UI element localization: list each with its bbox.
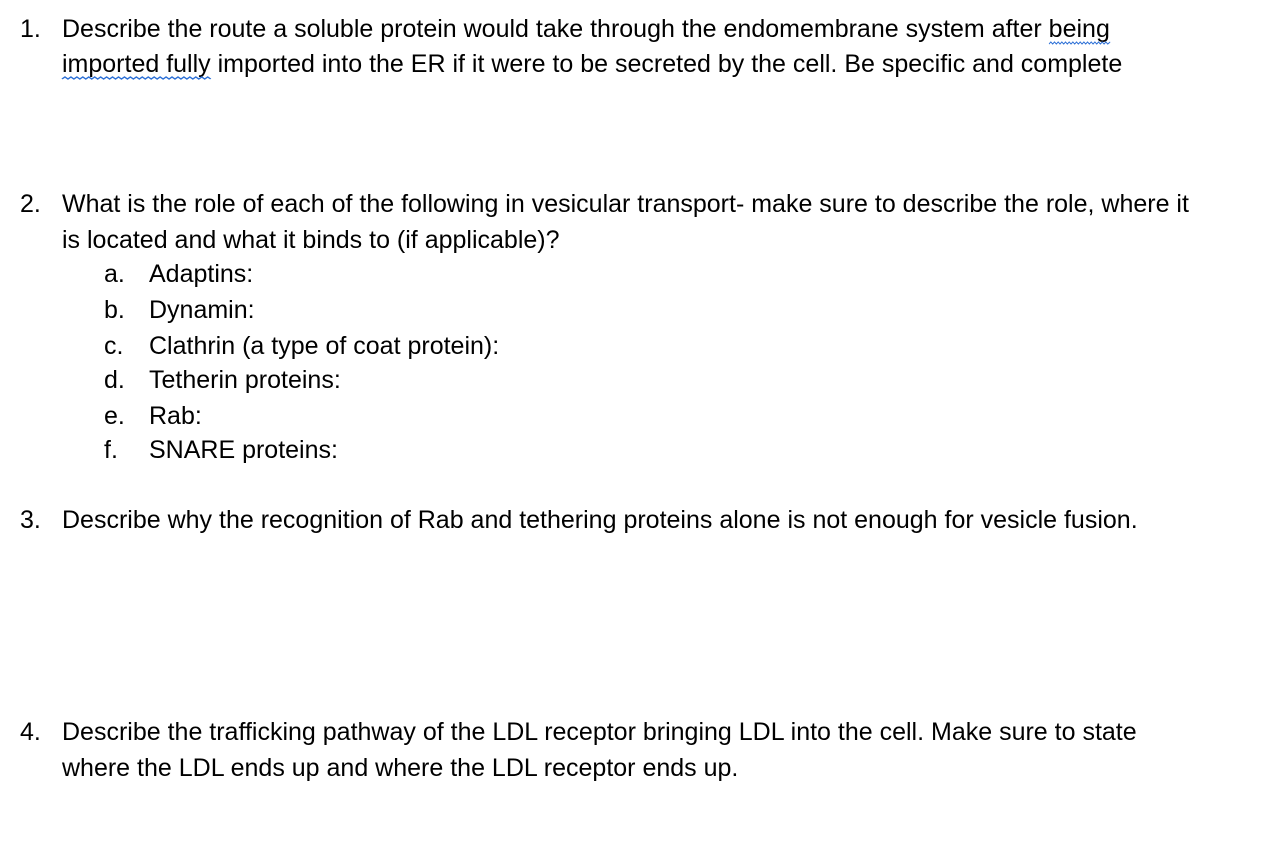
- spellcheck-flagged-phrase[interactable]: [62, 50, 211, 78]
- question-text-line: [62, 12, 1110, 46]
- list-item-letter: d.: [104, 366, 125, 394]
- question-number: 3.: [20, 506, 41, 534]
- spellcheck-flagged-word[interactable]: [1049, 15, 1110, 43]
- list-item-letter: f.: [104, 436, 118, 464]
- question-text-line: Describe the trafficking pathway of the LDL receptor bringing LDL into the cell. Make sure to state: [62, 718, 1137, 746]
- spellcheck-squiggle-icon: [62, 76, 211, 81]
- list-item-text: Clathrin (a type of coat protein):: [149, 332, 500, 360]
- list-item-text: Dynamin:: [149, 296, 255, 324]
- list-item-letter: c.: [104, 332, 124, 360]
- question-number: 4.: [20, 718, 41, 746]
- list-item-text: Tetherin proteins:: [149, 366, 341, 394]
- question-number: 1.: [20, 15, 41, 43]
- list-item-letter: e.: [104, 402, 125, 430]
- spellcheck-squiggle-icon: [1049, 41, 1110, 46]
- question-text: imported into the ER if it were to be secreted by the cell. Be specific and complete: [210, 50, 1123, 78]
- flagged-text: being: [1048, 15, 1110, 43]
- list-item-letter: a.: [104, 260, 125, 288]
- question-text-line: [62, 47, 1122, 81]
- question-text-line: What is the role of each of the following in vesicular transport- make sure to describe the role, where it: [62, 190, 1189, 218]
- question-text-line: Describe why the recognition of Rab and tethering proteins alone is not enough for vesicle fusion.: [62, 506, 1138, 534]
- question-text-line: is located and what it binds to (if applicable)?: [62, 226, 560, 254]
- question-number: 2.: [20, 190, 41, 218]
- list-item-letter: b.: [104, 296, 125, 324]
- question-text: Describe the route a soluble protein would take through the endomembrane system after: [62, 15, 1049, 43]
- flagged-text: imported fully: [62, 50, 211, 78]
- question-text-line: where the LDL ends up and where the LDL receptor ends up.: [62, 754, 739, 782]
- list-item-text: SNARE proteins:: [149, 436, 338, 464]
- list-item-text: Adaptins:: [149, 260, 254, 288]
- list-item-text: Rab:: [149, 402, 202, 430]
